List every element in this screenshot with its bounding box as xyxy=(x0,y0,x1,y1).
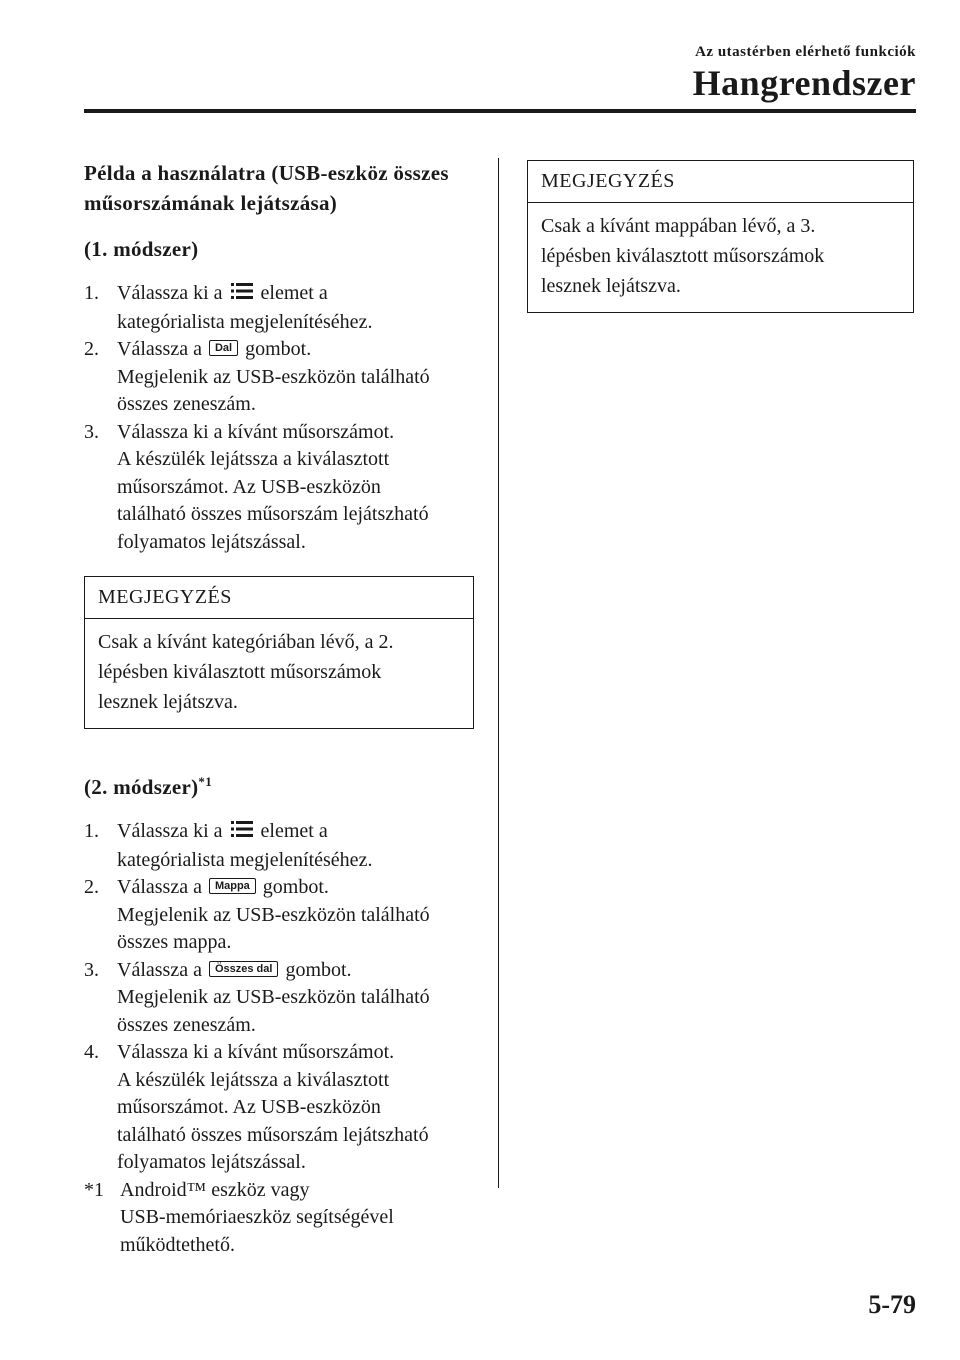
step-text-line: A készülék lejátssza a kiválasztott xyxy=(117,1068,390,1091)
step-text-after: elemet a xyxy=(260,820,328,842)
step-text-before: Válassza a xyxy=(117,876,202,898)
section-subtitle: Az utastérben elérhető funkciók xyxy=(695,44,916,60)
footnote-text xyxy=(120,1177,394,1260)
step-text-line: összes zeneszám. xyxy=(117,393,256,415)
step-text xyxy=(117,818,474,874)
right-column xyxy=(527,160,914,313)
step-text-line: folyamatos lejátszással. xyxy=(117,1151,306,1173)
step-text xyxy=(117,874,474,957)
footnote-ref: *1 xyxy=(198,774,213,789)
note-box xyxy=(527,160,914,313)
method-1-steps xyxy=(84,280,474,556)
step-text-line: A készülék lejátssza a kiválasztott xyxy=(117,448,390,470)
mappa-button-label: Mappa xyxy=(209,878,256,894)
step-number: 2. xyxy=(84,876,99,898)
step-number: 3. xyxy=(84,420,99,443)
note-body xyxy=(528,203,913,312)
footnote-mark: *1 xyxy=(84,1178,104,1201)
step-text-before: Válassza a xyxy=(117,338,202,360)
step-text-line: Megjelenik az USB-eszközön található xyxy=(117,986,430,1008)
step-text-after: gombot. xyxy=(262,876,329,898)
step-text xyxy=(117,336,474,419)
step-text-line: található összes műsorszám lejátszható xyxy=(117,1123,429,1146)
footnote-line: működtethető. xyxy=(120,1233,235,1256)
step-text-line: található összes műsorszám lejátszható xyxy=(117,503,429,525)
example-heading xyxy=(84,158,474,218)
step-text-line: folyamatos lejátszással. xyxy=(117,530,306,553)
list-item xyxy=(84,957,474,1040)
step-text-line: Válassza ki a kívánt műsorszámot. xyxy=(117,420,395,443)
method-1-title: (1. módszer) xyxy=(84,237,199,261)
page-number: 5-79 xyxy=(868,1290,916,1319)
method-2-steps xyxy=(84,818,474,1177)
step-text-after: gombot. xyxy=(285,958,352,981)
step-number: 1. xyxy=(84,820,99,842)
left-column xyxy=(84,158,474,1259)
step-text xyxy=(117,1039,474,1177)
list-item xyxy=(84,818,474,874)
list-item xyxy=(84,874,474,957)
step-text-line: műsorszámot. Az USB-eszközön xyxy=(117,1096,381,1118)
note-line: lesznek lejátszva. xyxy=(541,275,681,297)
step-text-line: Megjelenik az USB-eszközön található xyxy=(117,365,430,388)
list-item xyxy=(84,1039,474,1177)
dal-button-label: Dal xyxy=(209,340,238,356)
step-text-line: kategórialista megjelenítéséhez. xyxy=(117,310,373,333)
list-item xyxy=(84,336,474,419)
list-icon xyxy=(231,819,253,847)
note-line: lépésben kiválasztott műsorszámok xyxy=(98,661,382,683)
note-line: lépésben kiválasztott műsorszámok xyxy=(541,245,825,267)
list-item xyxy=(84,419,474,557)
step-text xyxy=(117,280,474,336)
step-text-after: elemet a xyxy=(260,282,328,304)
step-text-line: kategórialista megjelenítéséhez. xyxy=(117,848,373,871)
page-title: Hangrendszer xyxy=(692,63,916,103)
footnote-line: USB-memóriaeszköz segítségével xyxy=(120,1206,394,1228)
footnote xyxy=(84,1177,474,1260)
step-text-line: műsorszámot. Az USB-eszközön xyxy=(117,475,381,498)
step-number: 1. xyxy=(84,282,99,304)
note-line: lesznek lejátszva. xyxy=(98,691,238,713)
note-line: Csak a kívánt mappában lévő, a 3. xyxy=(541,215,816,237)
header-rule xyxy=(84,109,916,113)
column-divider xyxy=(498,158,499,1188)
step-text-before: Válassza ki a xyxy=(117,282,223,304)
method-2-title xyxy=(84,767,474,802)
list-icon xyxy=(231,281,253,309)
osszes-dal-button-label: Összes dal xyxy=(209,961,278,977)
step-text-line: összes mappa. xyxy=(117,931,232,953)
step-number: 2. xyxy=(84,338,99,360)
step-text-line: összes zeneszám. xyxy=(117,1013,256,1036)
step-text-after: gombot. xyxy=(245,338,312,360)
step-text xyxy=(117,419,474,557)
note-title: MEGJEGYZÉS xyxy=(528,161,913,203)
step-text-before: Válassza ki a xyxy=(117,820,223,842)
step-text-before: Válassza a xyxy=(117,958,202,981)
heading-line-1: Példa a használatra (USB-eszköz összes xyxy=(84,161,449,185)
note-box xyxy=(84,576,474,729)
step-text xyxy=(117,957,474,1040)
note-title: MEGJEGYZÉS xyxy=(85,577,473,619)
method-2-title-text: (2. módszer) xyxy=(84,775,199,799)
step-number: 3. xyxy=(84,958,99,981)
note-body xyxy=(85,619,473,728)
list-item xyxy=(84,280,474,336)
step-number: 4. xyxy=(84,1041,99,1063)
heading-line-2: műsorszámának lejátszása) xyxy=(84,191,338,215)
step-text-line: Megjelenik az USB-eszközön található xyxy=(117,903,430,926)
footnote-line: Android™ eszköz vagy xyxy=(120,1178,310,1201)
note-line: Csak a kívánt kategóriában lévő, a 2. xyxy=(98,631,394,653)
step-text-line: Válassza ki a kívánt műsorszámot. xyxy=(117,1041,395,1063)
